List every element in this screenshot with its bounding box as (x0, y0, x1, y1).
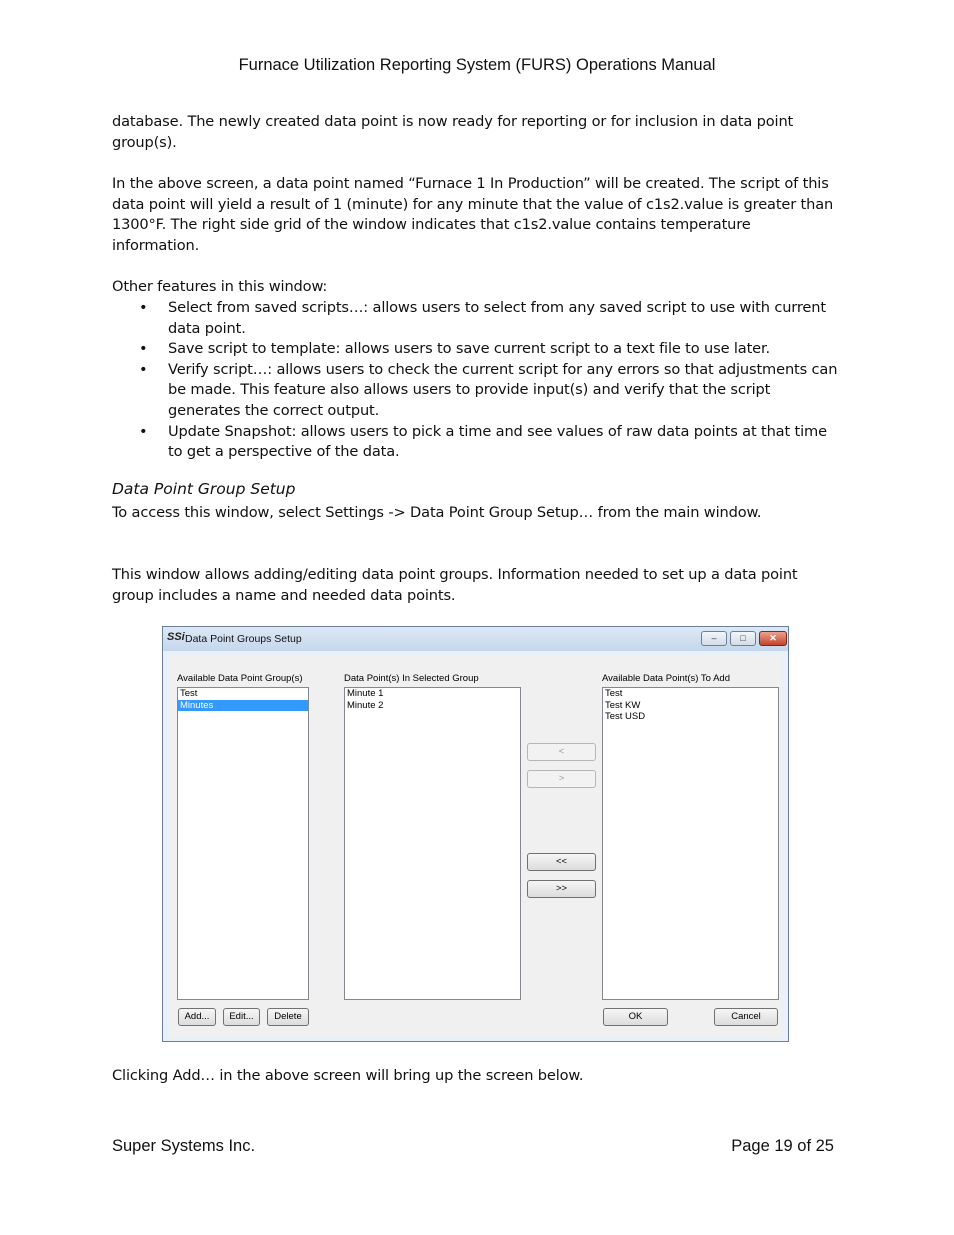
edit-button[interactable]: Edit... (223, 1008, 260, 1026)
list-item[interactable]: Test USD (605, 711, 646, 722)
list-item-selected[interactable]: Minutes (178, 700, 308, 712)
move-all-right-button[interactable]: >> (527, 880, 596, 898)
maximize-icon[interactable]: □ (730, 631, 756, 646)
list-item[interactable]: Test (180, 688, 198, 699)
available-points-label: Available Data Point(s) To Add (602, 673, 730, 684)
data-point-groups-window (162, 626, 789, 1042)
selected-points-label: Data Point(s) In Selected Group (344, 673, 479, 684)
list-item (112, 422, 842, 463)
paragraph-next-screen: Clicking Add… in the above screen will bring up the screen below. (112, 1067, 584, 1084)
list-item[interactable]: Test KW (605, 699, 641, 711)
list-item-text: Update Snapshot: allows users to pick a time and see values of raw data points at that time to get a perspective of the data. (168, 422, 827, 461)
add-button[interactable]: Add... (178, 1008, 216, 1026)
move-left-button[interactable]: < (527, 743, 596, 761)
list-item[interactable]: Minute 2 (347, 699, 384, 711)
list-item-text: Verify script…: allows users to check the current script for any errors so that adjustments can be made. This feature also allows users to provide input(s) and verify that the script generates the correct output. (168, 360, 838, 419)
bullet-icon: • (139, 299, 148, 316)
bullet-icon: • (139, 360, 148, 378)
feature-list (112, 298, 842, 463)
app-logo-icon: SSi (167, 631, 185, 643)
list-item[interactable]: Test (605, 688, 623, 699)
selected-points-listbox[interactable] (344, 687, 521, 1000)
list-item[interactable]: Minute 1 (347, 688, 384, 699)
available-points-listbox[interactable] (602, 687, 779, 1000)
list-item-text: Select from saved scripts…: allows users to select from any saved script to use with current data point. (168, 299, 826, 337)
window-title: Data Point Groups Setup (185, 633, 302, 645)
paragraph-features-intro: Other features in this window: (112, 278, 328, 295)
groups-listbox[interactable] (177, 687, 309, 1000)
document-header: Furnace Utilization Reporting System (FURS) Operations Manual (238, 56, 716, 74)
groups-label: Available Data Point Group(s) (177, 673, 303, 684)
bullet-icon: • (139, 340, 148, 358)
list-item (112, 298, 842, 339)
window-client-area (169, 655, 782, 1037)
paragraph-access: To access this window, select Settings -> Data Point Group Setup… from the main window. (112, 504, 762, 521)
paragraph-description: This window allows adding/editing data point groups. Information needed to set up a data point group includes a name and needed data points. (112, 566, 798, 604)
close-icon[interactable]: ✕ (759, 631, 787, 646)
list-item (112, 360, 842, 422)
paragraph-intro: database. The newly created data point is now ready for reporting or for inclusion in data point group(s). (112, 113, 794, 151)
ok-button[interactable]: OK (603, 1008, 668, 1026)
window-titlebar[interactable] (163, 627, 788, 651)
section-title: Data Point Group Setup (112, 480, 296, 498)
cancel-button[interactable]: Cancel (714, 1008, 778, 1026)
list-item (112, 339, 842, 360)
move-all-left-button[interactable]: << (527, 853, 596, 871)
delete-button[interactable]: Delete (267, 1008, 309, 1026)
bullet-icon: • (139, 422, 148, 440)
minimize-icon[interactable]: – (701, 631, 727, 646)
move-right-button[interactable]: > (527, 770, 596, 788)
footer-page-number: Page 19 of 25 (731, 1137, 834, 1155)
list-item-text: Save script to template: allows users to save current script to a text file to use later. (168, 340, 770, 358)
footer-company: Super Systems Inc. (112, 1137, 256, 1155)
paragraph-example: In the above screen, a data point named “Furnace 1 In Production” will be created. The script of this data point will yield a result of 1 (minute) for any minute that the value of c1s2.value is greater than 1300°F. The right side grid of the window indicates that c1s2.value contains temperature information. (112, 175, 834, 254)
